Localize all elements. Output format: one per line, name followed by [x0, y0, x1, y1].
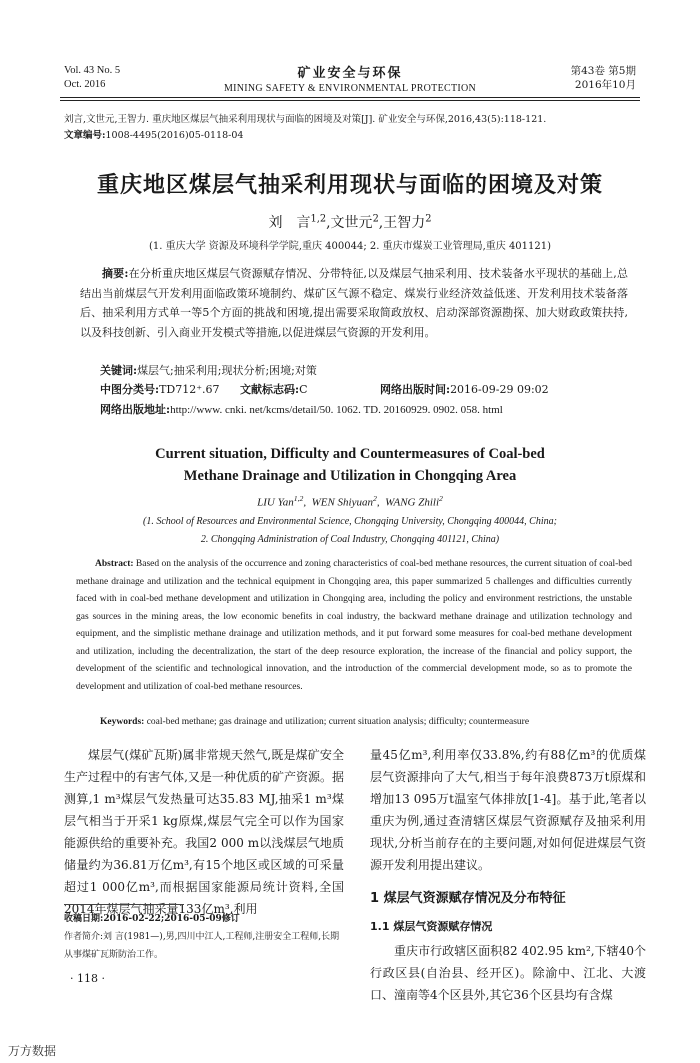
- keywords-en-label: Keywords:: [100, 717, 145, 727]
- header-rule-thin: [60, 100, 640, 101]
- authors-en: LIU Yan$^{1,2}$, WEN Shiyuan$^2$, WANG Zhili$^2$: [257, 494, 443, 509]
- article-no-label: 文章编号:: [64, 130, 106, 141]
- received-date: 收稿日期:2016-02-22;2016-05-09修订: [64, 914, 240, 924]
- body-left-column: [64, 744, 344, 920]
- body-right-paragraph: 量45亿m³,利用率仅33.8%,约有88亿m³的优质煤层气资源排向了大气,相当于每年浪费873万t原煤和增加13 095万t温室气体排放[1-4]。基于此,笔者以重庆为例,通过查清辖区煤层气资源赋存及抽采利用现状,分析当前存在的主要问题,对如何促进煤层气资源开发利用提出建议。: [370, 748, 646, 872]
- citation-text: 刘言,文世元,王智力. 重庆地区煤层气抽采利用现状与面临的困境及对策[J]. 矿业安全与环保,2016,43(5):118-121.: [64, 114, 547, 125]
- pub-time-value: 2016-09-29 09:02: [450, 383, 549, 396]
- abstract-cn-text: 在分析重庆地区煤层气资源赋存情况、分带特征,以及煤层气抽采利用、技术装备水平现状的基础上,总结出当前煤层气开发利用面临政策环境制约、煤矿区气源不稳定、煤炭行业经济效益低迷、开发利用技术装备落后、抽采利用方式单一等5个方面的挑战和困境,提出需要采取简政放权、启动深部资源勘探、加大财政政策扶持,以及科技创新、引入商业开发模式等措施,以促进煤层气资源的开发利用。: [80, 267, 628, 339]
- keywords-cn: [100, 362, 317, 378]
- online-url[interactable]: http://www. cnki. net/kcms/detail/50. 1062. TD. 20160929. 0902. 058. html: [170, 404, 503, 416]
- volume-number: Vol. 43 No. 5: [64, 65, 121, 76]
- keywords-en: [100, 717, 529, 727]
- online-url-row: [100, 401, 503, 417]
- article-no: 1008-4495(2016)05-0118-04: [105, 130, 244, 141]
- watermark-logo: 万方数据: [8, 1044, 57, 1058]
- abstract-cn: [80, 264, 628, 342]
- citation-block: [64, 112, 644, 144]
- body-right-column: [370, 744, 646, 1006]
- footnote: [64, 910, 344, 964]
- section-1-1-heading: 1.1 煤层气资源赋存情况: [370, 920, 493, 933]
- doc-code-value: C: [299, 383, 308, 396]
- abstract-en-text: Based on the analysis of the occurrence and zoning characteristics of coal-bed methane resources, the current situation of coal-bed methane drainage and utilization and the technical equipment in Chongqing area, this paper summarized 5 challenges and difficulties currently faced with in coal-bed methane development and utilization in Chongqing area, including the policy and environment restrictions, the unstable gas sources in the mining areas, the low economic benefits in coal industry, the backward methane drainage and utilization technology and equipment, and the simplistic methane drainage and utilization methods, and it put forward some measures for coal-bed methane development and utilization, including the decentralization, the start of the deep resource exploration, the increase of the financial and policy support, the development of the scientific and technological innovation, and the introduction of the commercial development mode, so as to promote the development and utilization of coal-bed methane resources.: [76, 559, 632, 692]
- abstract-en: [76, 556, 632, 696]
- keywords-en-text: coal-bed methane; gas drainage and utilization; current situation analysis; difficulty; countermeasure: [146, 717, 530, 727]
- keywords-cn-label: 关键词:: [100, 364, 138, 377]
- volume-cn: 第43卷 第5期: [570, 65, 636, 77]
- doc-code-label: 文献标志码:: [240, 383, 300, 396]
- title-en: [0, 443, 700, 487]
- affiliation-en-line2: 2. Chongqing Administration of Coal Industry, Chongqing 401121, China): [200, 534, 500, 545]
- section-1-1-text: 重庆市行政辖区面积82 402.95 km²,下辖40个行政区县(自治县、经开区)。除渝中、江北、大渡口、潼南等4个区县外,其它36个区县均有含煤: [370, 944, 646, 1002]
- section-1-heading: 1 煤层气资源赋存情况及分布特征: [370, 891, 566, 906]
- page-number: · 118 ·: [70, 972, 105, 985]
- classification-row: [100, 381, 620, 397]
- keywords-cn-text: 煤层气;抽采利用;现状分析;困境;对策: [137, 364, 317, 377]
- affiliation-en-line1: (1. School of Resources and Environmental Science, Chongqing University, Chongqing 400044, China;: [143, 516, 557, 527]
- online-url-label: 网络出版地址:: [100, 403, 171, 416]
- footnote-rule: [64, 904, 184, 905]
- pub-time-label: 网络出版时间:: [380, 383, 451, 396]
- body-left-paragraph: 煤层气(煤矿瓦斯)属非常规天然气,既是煤矿安全生产过程中的有害气体,又是一种优质的矿产资源。据测算,1 m³煤层气发热量可达35.83 MJ,抽采1 m³煤层气相当于开采1 kg原煤,煤层气完全可以作为国家能源供给的重要补充。我国2 000 m以浅煤层气地质储量约为36.81万亿m³,有15个地区或区域的可采量超过1 000亿m³,而根据国家能源局统计资料,全国2014年煤层气抽采量133亿m³,利用: [64, 748, 344, 916]
- header-right: [571, 64, 636, 92]
- header-rule: [60, 97, 640, 98]
- affiliation-en: [0, 513, 700, 549]
- affiliation-cn: (1. 重庆大学 资源及环境科学学院,重庆 400044; 2. 重庆市煤炭工业管理局,重庆 401121): [148, 241, 552, 252]
- abstract-en-label: Abstract:: [95, 559, 134, 569]
- title-en-line2: Methane Drainage and Utilization in Chongqing Area: [183, 468, 517, 484]
- issue-date-en: Oct. 2016: [64, 79, 106, 90]
- clc-label: 中图分类号:: [100, 383, 160, 396]
- journal-name-cn: 矿业安全与环保: [297, 66, 403, 81]
- title-en-line1: Current situation, Difficulty and Countermeasures of Coal-bed: [155, 446, 545, 462]
- abstract-cn-label: 摘要:: [102, 267, 129, 280]
- authors-cn: 刘 言$^{1,2}$,文世元$^2$,王智力$^2$: [268, 213, 432, 231]
- clc-value: TD712⁺.67: [159, 383, 220, 396]
- author-bio: 作者简介:刘 言(1981—),男,四川中江人,工程师,注册安全工程师,长期从事煤矿瓦斯防治工作。: [64, 932, 340, 960]
- issue-date-cn: 2016年10月: [574, 79, 636, 91]
- journal-name-en: MINING SAFETY & ENVIRONMENTAL PROTECTION: [223, 83, 477, 94]
- title-cn: 重庆地区煤层气抽采利用现状与面临的困境及对策: [96, 173, 603, 198]
